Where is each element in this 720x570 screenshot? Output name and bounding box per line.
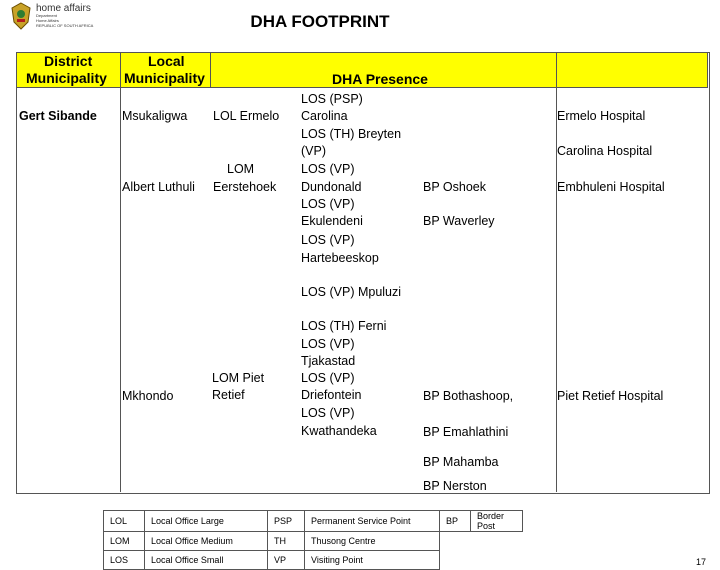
presence-item: Dundonald bbox=[301, 180, 362, 194]
legend-row bbox=[104, 551, 523, 570]
legend-meaning: Permanent Service Point bbox=[305, 511, 440, 532]
presence-item: Tjakastad bbox=[301, 354, 356, 368]
column-divider bbox=[120, 52, 121, 492]
header-dha-presence: DHA Presence bbox=[332, 71, 428, 87]
presence-item: Hartebeeskop bbox=[301, 251, 379, 265]
presence-item: LOS (VP) bbox=[301, 337, 355, 351]
abbreviation-legend bbox=[103, 510, 523, 570]
header-district-2: Municipality bbox=[26, 70, 107, 86]
hospital: Carolina Hospital bbox=[557, 144, 653, 158]
presence-item: LOS (VP) bbox=[301, 162, 355, 176]
presence-item: Driefontein bbox=[301, 388, 362, 402]
local-municipality: Msukaligwa bbox=[122, 109, 188, 123]
hospital: Embhuleni Hospital bbox=[557, 180, 665, 194]
legend-abbr: VP bbox=[268, 551, 305, 570]
border-post: BP Oshoek bbox=[423, 180, 487, 194]
legend-meaning: Visiting Point bbox=[305, 551, 440, 570]
local-municipality: Albert Luthuli bbox=[122, 180, 195, 194]
border-post: BP Mahamba bbox=[423, 455, 499, 469]
column-divider bbox=[210, 52, 211, 88]
presence-item: LOS (VP) Mpuluzi bbox=[301, 285, 402, 299]
legend-row bbox=[104, 532, 523, 551]
header-local-1: Local bbox=[148, 53, 185, 69]
office-label: LOL Ermelo bbox=[213, 109, 280, 123]
legend-abbr: LOL bbox=[104, 511, 145, 532]
legend-abbr: LOM bbox=[104, 532, 145, 551]
office-label: LOM Piet bbox=[212, 371, 265, 385]
local-municipality: Mkhondo bbox=[122, 389, 174, 403]
legend-meaning: Border Post bbox=[471, 511, 523, 532]
page-number: 17 bbox=[695, 557, 706, 567]
presence-item: LOS (TH) Breyten bbox=[301, 127, 402, 141]
presence-item: Ekulendeni bbox=[301, 214, 363, 228]
presence-item: LOS (VP) bbox=[301, 406, 355, 420]
border-post: BP Emahlathini bbox=[423, 425, 509, 439]
hospital: Piet Retief Hospital bbox=[557, 389, 664, 403]
legend-abbr: BP bbox=[440, 511, 471, 532]
presence-item: LOS (VP) bbox=[301, 371, 355, 385]
district-name: Gert Sibande bbox=[19, 109, 97, 123]
presence-item: Carolina bbox=[301, 109, 348, 123]
presence-item: LOS (TH) Ferni bbox=[301, 319, 387, 333]
presence-item: Kwathandeka bbox=[301, 424, 377, 438]
page-title: DHA FOOTPRINT bbox=[250, 12, 390, 31]
legend-abbr: TH bbox=[268, 532, 305, 551]
header-district-1: District bbox=[44, 53, 93, 69]
legend-row bbox=[104, 511, 523, 532]
legend-meaning: Local Office Medium bbox=[145, 532, 268, 551]
presence-item: (VP) bbox=[301, 144, 326, 158]
logo-sub-3: REPUBLIC OF SOUTH AFRICA bbox=[36, 23, 94, 28]
legend-meaning: Local Office Large bbox=[145, 511, 268, 532]
presence-item: LOS (PSP) bbox=[301, 92, 363, 106]
border-post: BP Bothashoop, bbox=[423, 389, 514, 403]
presence-item: LOS (VP) bbox=[301, 233, 355, 247]
office-label: Retief bbox=[212, 388, 245, 402]
presence-item: LOS (VP) bbox=[301, 197, 355, 211]
office-label: LOM bbox=[227, 162, 255, 176]
header-local-2: Municipality bbox=[124, 70, 205, 86]
legend-meaning: Local Office Small bbox=[145, 551, 268, 570]
border-post: BP Waverley bbox=[423, 214, 495, 228]
hospital: Ermelo Hospital bbox=[557, 109, 646, 123]
office-label: Eerstehoek bbox=[213, 180, 277, 194]
legend-abbr: PSP bbox=[268, 511, 305, 532]
logo-sub-1: Department bbox=[36, 13, 57, 18]
legend-meaning: Thusong Centre bbox=[305, 532, 440, 551]
logo-sub-2: Home Affairs bbox=[36, 18, 59, 23]
legend-abbr: LOS bbox=[104, 551, 145, 570]
logo-name: home affairs bbox=[36, 3, 91, 14]
border-post: BP Nerston bbox=[423, 479, 487, 493]
